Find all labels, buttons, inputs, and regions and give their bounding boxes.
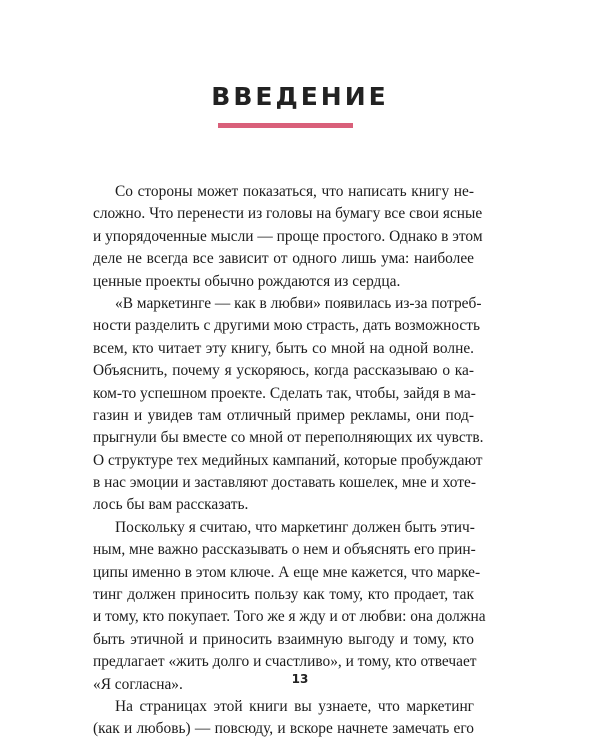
chapter-title: ВВЕДЕНИЕ [211,82,389,111]
paragraph [93,696,474,741]
text-line: ципы именно в этом ключе. А еще мне кажется, что марке- [93,563,481,581]
paragraph [93,293,484,517]
text-line: ным, мне важно рассказывать о нем и объяснять его прин- [93,541,476,559]
text-line: прыгнули бы вместе со мной от переполняющих их чувств. [93,429,484,447]
title-underline [218,123,353,128]
text-line: в нас эмоции и заставляют доставать кошелек, мне и хоте- [93,474,476,492]
text-line: тинг должен приносить пользу как тому, кто продает, так [93,586,474,604]
text-line: газин и увидев там отличный пример рекламы, они под- [93,406,474,424]
text-line: и упорядоченные мысли — проще простого. Однако в этом [93,227,483,245]
text-line: О структуре тех медийных кампаний, которые пробуждают [93,451,483,469]
text-line: Поскольку я считаю, что маркетинг должен быть этич- [115,518,475,536]
text-line: быть этичной и приносить взаимную выгоду и тому, кто [93,630,474,648]
text-line: «В маркетинге — как в любви» появилась из-за потреб- [115,294,482,312]
paragraph [93,181,483,293]
page-number: 13 [291,672,309,686]
text-line: ценные проекты обычно рождаются из сердца. [93,272,401,290]
text-line: (как и любовь) — повсюду, и вскоре начнете замечать его [93,720,474,738]
text-line: всем, кто читает эту книгу, быть со мной на одной волне. [93,339,474,357]
text-line: Со стороны может показаться, что написать книгу не- [115,183,474,200]
text-line: предлагает «жить долго и счастливо», и тому, кто отвечает [93,653,477,671]
text-line: Объяснить, почему я ускоряюсь, когда рассказываю о ка- [93,362,474,380]
text-line: ности разделить с другими мою страсть, дать возможность [93,317,480,335]
text-line: лось бы вам рассказать. [93,496,249,514]
paragraph [93,517,486,696]
text-line: деле не всегда все зависит от одного лишь ума: наиболее [93,250,474,268]
text-line: и тому, кто покупает. Того же я жду и от любви: она должна [93,608,486,626]
text-line: ком-то успешном проекте. Сделать так, чтобы, зайдя в ма- [93,384,476,402]
body-text [93,181,486,741]
text-line: «Я согласна». [93,675,183,693]
text-line: сложно. Что перенести из головы на бумагу все свои ясные [93,205,483,223]
text-line: На страницах этой книги вы узнаете, что маркетинг [115,697,474,715]
